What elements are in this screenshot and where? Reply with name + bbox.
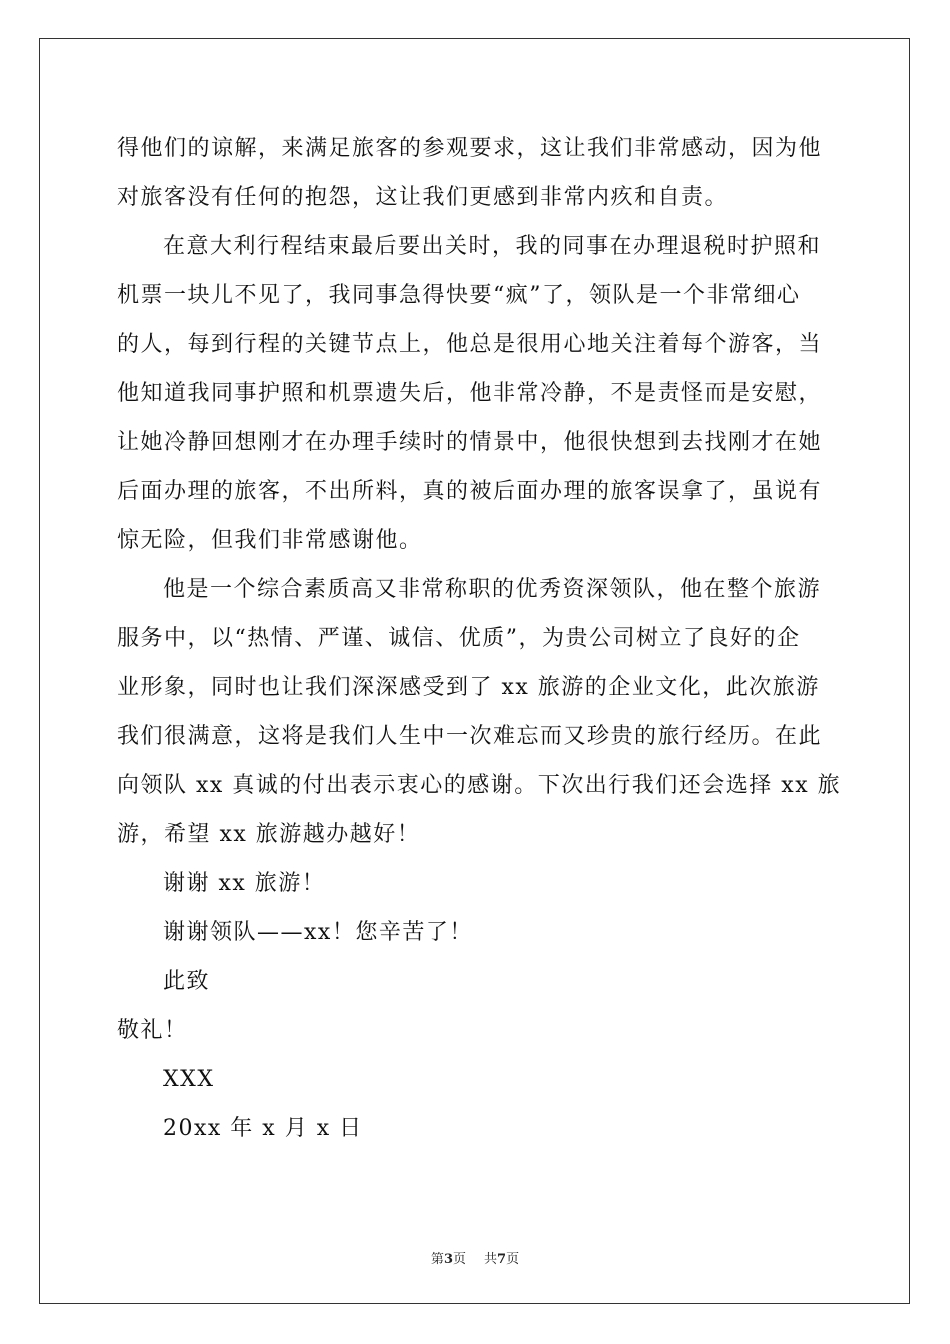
body-line: 服务中，以“热情、严谨、诚信、优质”，为贵公司树立了良好的企 xyxy=(117,626,801,651)
closing-line: 此致 xyxy=(163,969,211,994)
body-line: 让她冷静回想刚才在办理手续时的情景中，他很快想到去找刚才在她 xyxy=(117,430,823,455)
body-line: 在意大利行程结束最后要出关时，我的同事在办理退税时护照和 xyxy=(163,234,822,259)
total-pages-number: 7 xyxy=(497,1252,507,1267)
total-suffix: 页 xyxy=(506,1252,520,1267)
date-line: 20xx 年 x 月 x 日 xyxy=(163,1116,363,1141)
page-suffix: 页 xyxy=(452,1252,466,1267)
body-line: 的人，每到行程的关键节点上，他总是很用心地关注着每个游客，当 xyxy=(117,332,823,357)
body-line: 向领队 xx 真诚的付出表示衷心的感谢。下次出行我们还会选择 xx 旅 xyxy=(117,773,842,798)
body-line: 我们很满意，这将是我们人生中一次难忘而又珍贵的旅行经历。在此 xyxy=(117,724,823,749)
total-prefix: 共 xyxy=(484,1252,498,1267)
body-line: 游，希望 xx 旅游越办越好！ xyxy=(117,822,421,847)
letter-body xyxy=(117,124,842,1153)
body-line: 后面办理的旅客，不出所料，真的被后面办理的旅客误拿了，虽说有 xyxy=(117,479,823,504)
page-footer xyxy=(0,1248,950,1267)
body-line: 对旅客没有任何的抱怨，这让我们更感到非常内疚和自责。 xyxy=(117,185,729,210)
body-line: 他是一个综合素质高又非常称职的优秀资深领队，他在整个旅游 xyxy=(163,577,822,602)
body-line: 得他们的谅解，来满足旅客的参观要求，这让我们非常感动，因为他 xyxy=(117,136,823,161)
body-line: 他知道我同事护照和机票遗失后，他非常冷静，不是责怪而是安慰， xyxy=(117,381,823,406)
body-line: 机票一块儿不见了，我同事急得快要“疯”了，领队是一个非常细心 xyxy=(117,283,801,308)
body-line: 业形象，同时也让我们深深感受到了 xx 旅游的企业文化，此次旅游 xyxy=(117,675,820,700)
salutation-line: 敬礼！ xyxy=(117,1018,188,1043)
thanks-line: 谢谢领队——xx！您辛苦了！ xyxy=(163,920,473,945)
page-prefix: 第 xyxy=(430,1252,444,1267)
current-page-number: 3 xyxy=(443,1252,453,1267)
body-line: 惊无险，但我们非常感谢他。 xyxy=(117,528,423,553)
signature-line: XXX xyxy=(163,1067,215,1092)
thanks-line: 谢谢 xx 旅游！ xyxy=(163,871,326,896)
